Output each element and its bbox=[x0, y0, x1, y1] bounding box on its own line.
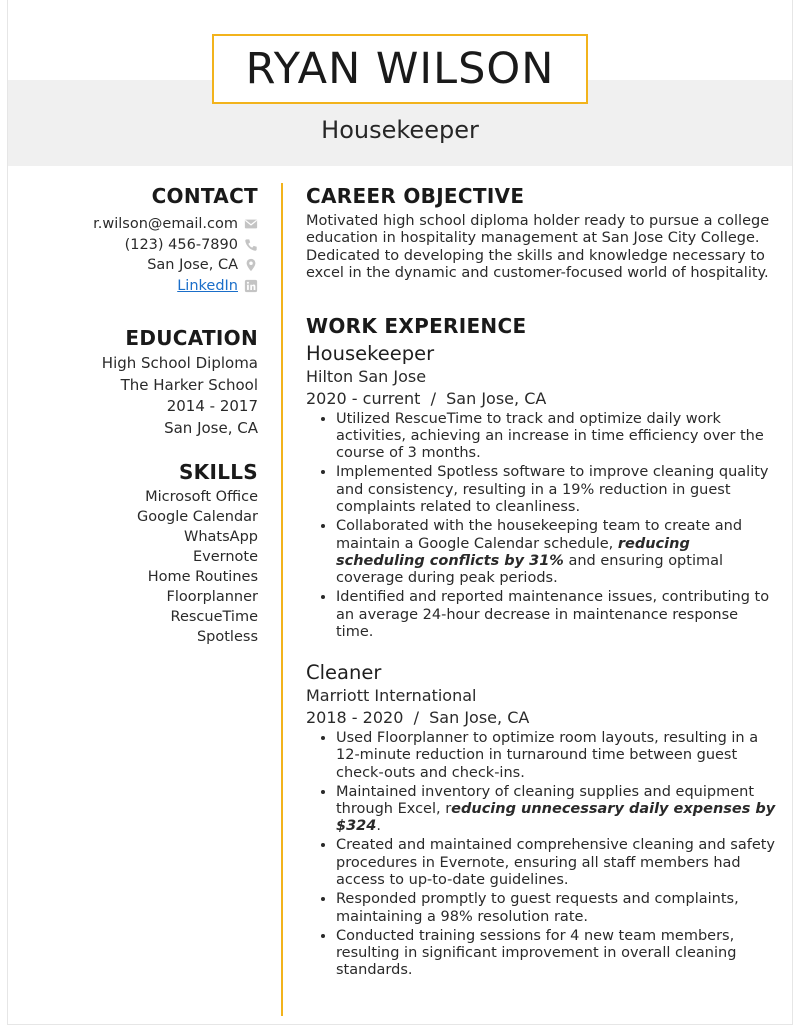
skill-item: Floorplanner bbox=[166, 589, 258, 605]
job-bullet: • Conducted training sessions for 4 new team members, resulting in significant improvement in overall cleaning standards. bbox=[336, 928, 776, 980]
left-column bbox=[8, 184, 258, 649]
job-dates-line bbox=[306, 707, 776, 729]
email-text: r.wilson@email.com bbox=[93, 216, 238, 233]
job-company: Marriott International bbox=[306, 685, 477, 705]
skills-list bbox=[8, 489, 258, 649]
candidate-name: RYAN WILSON bbox=[245, 44, 555, 94]
job-role: Housekeeper bbox=[321, 116, 479, 144]
skill-item: Evernote bbox=[192, 549, 258, 565]
education-block bbox=[8, 354, 258, 440]
skill-item: Google Calendar bbox=[137, 509, 258, 525]
linkedin-icon bbox=[244, 279, 258, 293]
skill-item: RescueTime bbox=[170, 609, 258, 625]
job-location: San Jose, CA bbox=[446, 388, 547, 408]
job-title: Cleaner bbox=[306, 660, 382, 684]
contact-linkedin bbox=[8, 276, 258, 297]
name-box bbox=[212, 34, 588, 104]
column-divider bbox=[281, 183, 283, 1016]
skill-item: Microsoft Office bbox=[145, 489, 258, 505]
contact-phone bbox=[8, 235, 258, 256]
phone-text: (123) 456-7890 bbox=[124, 236, 238, 253]
job-entry bbox=[306, 342, 776, 642]
skill-item: Spotless bbox=[196, 629, 258, 645]
job-bullet: • Responded promptly to guest requests and complaints, maintaining a 98% resolution rate. bbox=[336, 891, 776, 926]
job-bullet: • Used Floorplanner to optimize room layouts, resulting in a 12-minute reduction in turnaround time between guest check-outs and check-ins. bbox=[336, 730, 776, 782]
location-text: San Jose, CA bbox=[147, 257, 238, 274]
objective-text: Motivated high school diploma holder ready to pursue a college education in hospitality management at San Jose City College. Dedicated to developing the skills and knowledge necessary to excel in the dynamic and customer-focused world of hospitality. bbox=[306, 213, 770, 282]
job-bullet: • Identified and reported maintenance issues, contributing to an average 24-hour decrease in maintenance response time. bbox=[336, 589, 776, 641]
education-degree: High School Diploma bbox=[101, 354, 258, 372]
education-location: San Jose, CA bbox=[164, 418, 258, 437]
job-dates-line bbox=[306, 388, 776, 410]
skill-item: WhatsApp bbox=[184, 529, 258, 545]
job-bullet: • Maintained inventory of cleaning supplies and equipment through Excel, reducing unnecessary daily expenses by $324. bbox=[336, 784, 776, 836]
skill-item: Home Routines bbox=[147, 569, 258, 585]
phone-icon bbox=[244, 238, 258, 252]
contact-list bbox=[8, 214, 258, 296]
resume-page bbox=[8, 0, 792, 1024]
job-bullet: • Utilized RescueTime to track and optimize daily work activities, achieving an increase in time efficiency over the course of 3 months. bbox=[336, 411, 776, 463]
education-heading: EDUCATION bbox=[125, 326, 258, 350]
highlight-text: educing unnecessary daily expenses by $324 bbox=[336, 800, 776, 835]
education-school: The Harker School bbox=[120, 375, 258, 394]
education-years: 2014 - 2017 bbox=[166, 397, 258, 415]
job-company: Hilton San Jose bbox=[306, 366, 427, 386]
right-column bbox=[306, 184, 776, 981]
job-bullet: • Implemented Spotless software to improve cleaning quality and consistency, resulting in a 19% reduction in guest complaints related to cleanliness. bbox=[336, 464, 776, 516]
dates-separator: / bbox=[425, 388, 442, 408]
job-bullets bbox=[306, 730, 776, 980]
job-title: Housekeeper bbox=[306, 341, 435, 365]
highlight-text: reducing scheduling conflicts by 31% bbox=[336, 535, 690, 570]
contact-heading: CONTACT bbox=[151, 184, 258, 208]
job-bullets bbox=[306, 411, 776, 642]
envelope-icon bbox=[244, 217, 258, 231]
job-location: San Jose, CA bbox=[429, 707, 530, 727]
contact-location bbox=[8, 255, 258, 276]
skills-heading: SKILLS bbox=[178, 460, 258, 484]
job-dates: 2018 - 2020 bbox=[306, 707, 404, 727]
job-bullet: • Collaborated with the housekeeping team to create and maintain a Google Calendar schedule, reducing scheduling conflicts by 31% and ensuring optimal coverage during peak periods. bbox=[336, 518, 776, 588]
dates-separator: / bbox=[408, 707, 425, 727]
linkedin-link[interactable]: LinkedIn bbox=[177, 277, 238, 294]
job-dates: 2020 - current bbox=[306, 388, 421, 408]
objective-heading: CAREER OBJECTIVE bbox=[306, 184, 525, 208]
contact-email bbox=[8, 214, 258, 235]
job-bullet: • Created and maintained comprehensive cleaning and safety procedures in Evernote, ensuring all staff members had access to up-to-date guidelines. bbox=[336, 837, 776, 889]
location-pin-icon bbox=[244, 258, 258, 272]
job-entry bbox=[306, 661, 776, 980]
experience-heading: WORK EXPERIENCE bbox=[306, 313, 527, 338]
